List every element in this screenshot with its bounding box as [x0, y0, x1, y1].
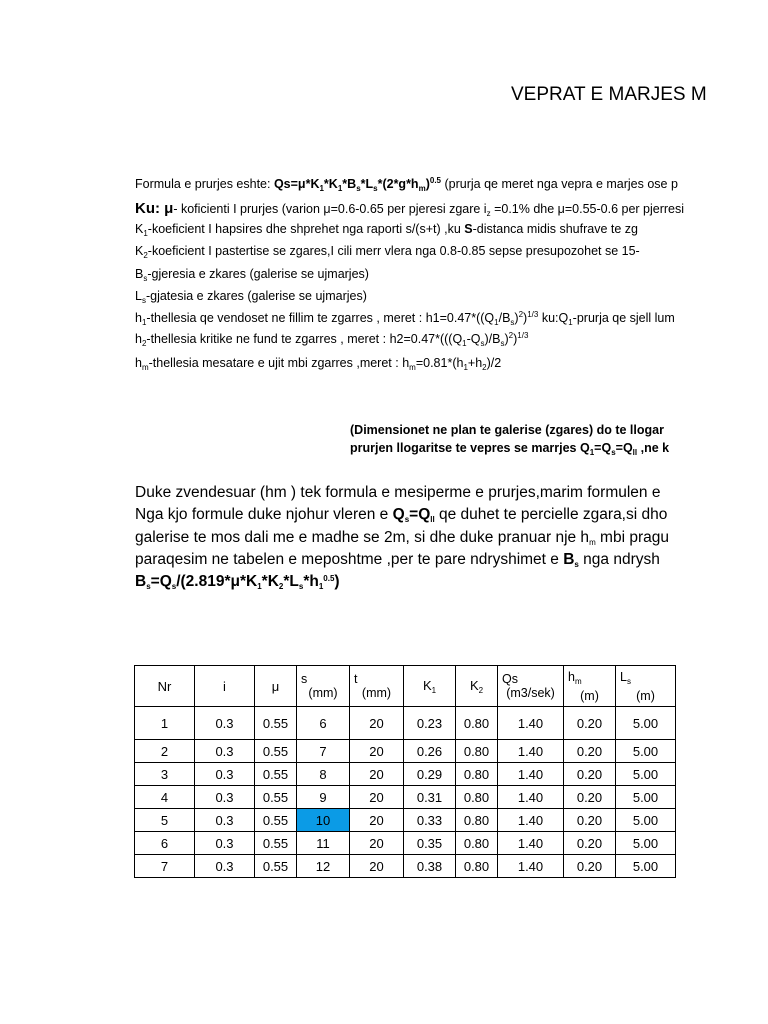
- paragraph-line2: Nga kjo formule duke njohur vleren e $Q_s=Q_{ll}$ qe duhet te percielle zgara,si dho: [135, 506, 668, 524]
- table-cell[interactable]: 2: [135, 740, 195, 763]
- paragraph-formula: $B_s=Q_s/(2.819*\mu*K_1*K_2*L_s*h_1^{0.5})$: [135, 573, 340, 591]
- table-cell[interactable]: 0.55: [255, 855, 297, 878]
- table-cell[interactable]: 0.3: [195, 707, 255, 740]
- dimension-note-line2: prurjen llogaritse te vepres se marrjes $Q_1=Q_s=Q_{ll}$ ,ne k: [350, 441, 670, 457]
- bs-definition: $B_s$-gjeresia e zkares (galerise se ujmarjes): [135, 267, 369, 283]
- table-cell[interactable]: 0.3: [195, 855, 255, 878]
- table-cell[interactable]: 1.40: [498, 786, 564, 809]
- table-cell[interactable]: 11: [297, 832, 350, 855]
- data-table: [134, 665, 676, 878]
- paragraph-line3: galerise te mos dali me e madhe se 2m, si dhe duke pranuar nje $h_m$ mbi pragu: [135, 529, 669, 547]
- table-cell[interactable]: 0.55: [255, 786, 297, 809]
- table-cell[interactable]: 4: [135, 786, 195, 809]
- table-cell[interactable]: 5.00: [616, 707, 676, 740]
- table-cell[interactable]: 0.35: [404, 832, 456, 855]
- table-cell[interactable]: 0.20: [564, 763, 616, 786]
- table-cell[interactable]: 8: [297, 763, 350, 786]
- table-cell[interactable]: 7: [297, 740, 350, 763]
- table-cell[interactable]: 0.38: [404, 855, 456, 878]
- table-cell[interactable]: 0.20: [564, 707, 616, 740]
- k1-definition: $K_1$-koeficient I hapsires dhe shprehet nga raporti s/(s+t) ,ku S-distanca midis shufrave te zg: [135, 222, 638, 238]
- table-cell[interactable]: 1.40: [498, 809, 564, 832]
- table-cell[interactable]: 0.29: [404, 763, 456, 786]
- table-cell[interactable]: 20: [350, 763, 404, 786]
- table-cell[interactable]: 12: [297, 855, 350, 878]
- table-cell[interactable]: 20: [350, 740, 404, 763]
- h1-definition: $h_1$-thellesia qe vendoset ne fillim te zgarres , meret : $h1=0.47*((Q_1/B_s)^2)^{1/3}$ $ku:Q_1$-prurja qe sjell lum: [135, 310, 675, 327]
- table-row: [135, 809, 676, 832]
- table-cell-selected[interactable]: 10: [297, 809, 350, 832]
- table-cell[interactable]: 0.33: [404, 809, 456, 832]
- formula-line: [135, 176, 678, 193]
- table-cell[interactable]: 0.23: [404, 707, 456, 740]
- table-cell[interactable]: 0.80: [456, 809, 498, 832]
- hm-definition: $h_m$-thellesia mesatare e ujit mbi zgarres ,meret : $h_m=0.81*(h_1+h_2)/2$: [135, 356, 502, 372]
- table-cell[interactable]: 1: [135, 707, 195, 740]
- table-cell[interactable]: 0.55: [255, 809, 297, 832]
- table-cell[interactable]: 0.55: [255, 832, 297, 855]
- table-cell[interactable]: 0.55: [255, 707, 297, 740]
- table-row: [135, 786, 676, 809]
- table-cell[interactable]: 0.20: [564, 786, 616, 809]
- table-cell[interactable]: 5.00: [616, 809, 676, 832]
- formula-label: Formula e prurjes eshte:: [135, 177, 274, 191]
- table-row: [135, 707, 676, 740]
- table-row: [135, 855, 676, 878]
- col-header-hm: $h_m$ (m): [564, 666, 616, 707]
- table-cell[interactable]: 1.40: [498, 855, 564, 878]
- table-cell[interactable]: 5: [135, 809, 195, 832]
- table-cell[interactable]: 7: [135, 855, 195, 878]
- table-cell[interactable]: 0.80: [456, 763, 498, 786]
- table-cell[interactable]: 5.00: [616, 740, 676, 763]
- table-cell[interactable]: 0.20: [564, 740, 616, 763]
- table-row: [135, 740, 676, 763]
- table-cell[interactable]: 0.80: [456, 855, 498, 878]
- table-cell[interactable]: 20: [350, 786, 404, 809]
- table-cell[interactable]: 0.31: [404, 786, 456, 809]
- k2-definition: $K_2$-koeficient I pastertise se zgares,I cili merr vlera nga 0.8-0.85 sepse presupozohet se 15-: [135, 244, 640, 260]
- table-cell[interactable]: 0.3: [195, 786, 255, 809]
- table-cell[interactable]: 5.00: [616, 855, 676, 878]
- paragraph-line4: paraqesim ne tabelen e meposhtme ,per te pare ndryshimet e $B_s$ nga ndrysh: [135, 551, 660, 569]
- table-cell[interactable]: 0.3: [195, 809, 255, 832]
- table-cell[interactable]: 9: [297, 786, 350, 809]
- col-header-nr: Nr: [135, 666, 195, 707]
- table-cell[interactable]: 0.20: [564, 832, 616, 855]
- col-header-mu: μ: [255, 666, 297, 707]
- table-cell[interactable]: 1.40: [498, 707, 564, 740]
- col-header-k2: $K_2$: [456, 666, 498, 707]
- table-cell[interactable]: 20: [350, 855, 404, 878]
- col-header-t: t (mm): [350, 666, 404, 707]
- table-cell[interactable]: 0.55: [255, 763, 297, 786]
- formula-note: (prurja qe meret nga vepra e marjes ose p: [444, 177, 678, 191]
- table-cell[interactable]: 20: [350, 832, 404, 855]
- table-cell[interactable]: 0.20: [564, 809, 616, 832]
- table-cell[interactable]: 1.40: [498, 763, 564, 786]
- table-cell[interactable]: 1.40: [498, 832, 564, 855]
- h2-definition: $h_2$-thellesia kritike ne fund te zgarres , meret : $h2=0.47*(((Q_1-Q_s)/B_s)^2)^{1/3}$: [135, 331, 529, 348]
- table-cell[interactable]: 20: [350, 707, 404, 740]
- col-header-ls: $L_s$ (m): [616, 666, 676, 707]
- mu-definition: Ku: μ- koficienti I prurjes (varion μ=0.6-0.65 per pjeresi zgare $i_z =0.1\%$ dhe μ=0.55-0.6 per pjerresi: [135, 200, 685, 218]
- table-cell[interactable]: 0.80: [456, 740, 498, 763]
- table-cell[interactable]: 0.26: [404, 740, 456, 763]
- table-cell[interactable]: 0.80: [456, 832, 498, 855]
- table-cell[interactable]: 0.55: [255, 740, 297, 763]
- table-cell[interactable]: 0.3: [195, 740, 255, 763]
- table-row: [135, 763, 676, 786]
- table-cell[interactable]: 0.80: [456, 786, 498, 809]
- ls-definition: $L_s$-gjatesia e zkares (galerise se ujmarjes): [135, 289, 367, 305]
- table-cell[interactable]: 0.80: [456, 707, 498, 740]
- page-title: VEPRAT E MARJES M: [511, 84, 707, 105]
- col-header-k1: $K_1$: [404, 666, 456, 707]
- table-cell[interactable]: 0.3: [195, 832, 255, 855]
- table-cell[interactable]: 1.40: [498, 740, 564, 763]
- table-cell[interactable]: 20: [350, 809, 404, 832]
- col-header-qs: Qs (m3/sek): [498, 666, 564, 707]
- table-cell[interactable]: 5.00: [616, 786, 676, 809]
- col-header-i: i: [195, 666, 255, 707]
- table-row: [135, 832, 676, 855]
- table-cell[interactable]: 0.3: [195, 763, 255, 786]
- table-cell[interactable]: 6: [297, 707, 350, 740]
- dimension-note-line1: (Dimensionet ne plan te galerise (zgares) do te llogar: [350, 423, 664, 437]
- col-header-s: s (mm): [297, 666, 350, 707]
- table-header-row: [135, 666, 676, 707]
- table-cell[interactable]: 3: [135, 763, 195, 786]
- paragraph-line1: Duke zvendesuar (hm ) tek formula e mesiperme e prurjes,marim formulen e: [135, 484, 661, 501]
- table-cell[interactable]: 0.20: [564, 855, 616, 878]
- ku-label: Ku: μ: [135, 200, 174, 217]
- table-cell[interactable]: 6: [135, 832, 195, 855]
- table-cell[interactable]: 5.00: [616, 763, 676, 786]
- table-cell[interactable]: 5.00: [616, 832, 676, 855]
- formula-expr: $Qs=\mu*K_1*K_1*B_s*L_s*(2*g*h_m)^{0.5}$: [273, 176, 441, 193]
